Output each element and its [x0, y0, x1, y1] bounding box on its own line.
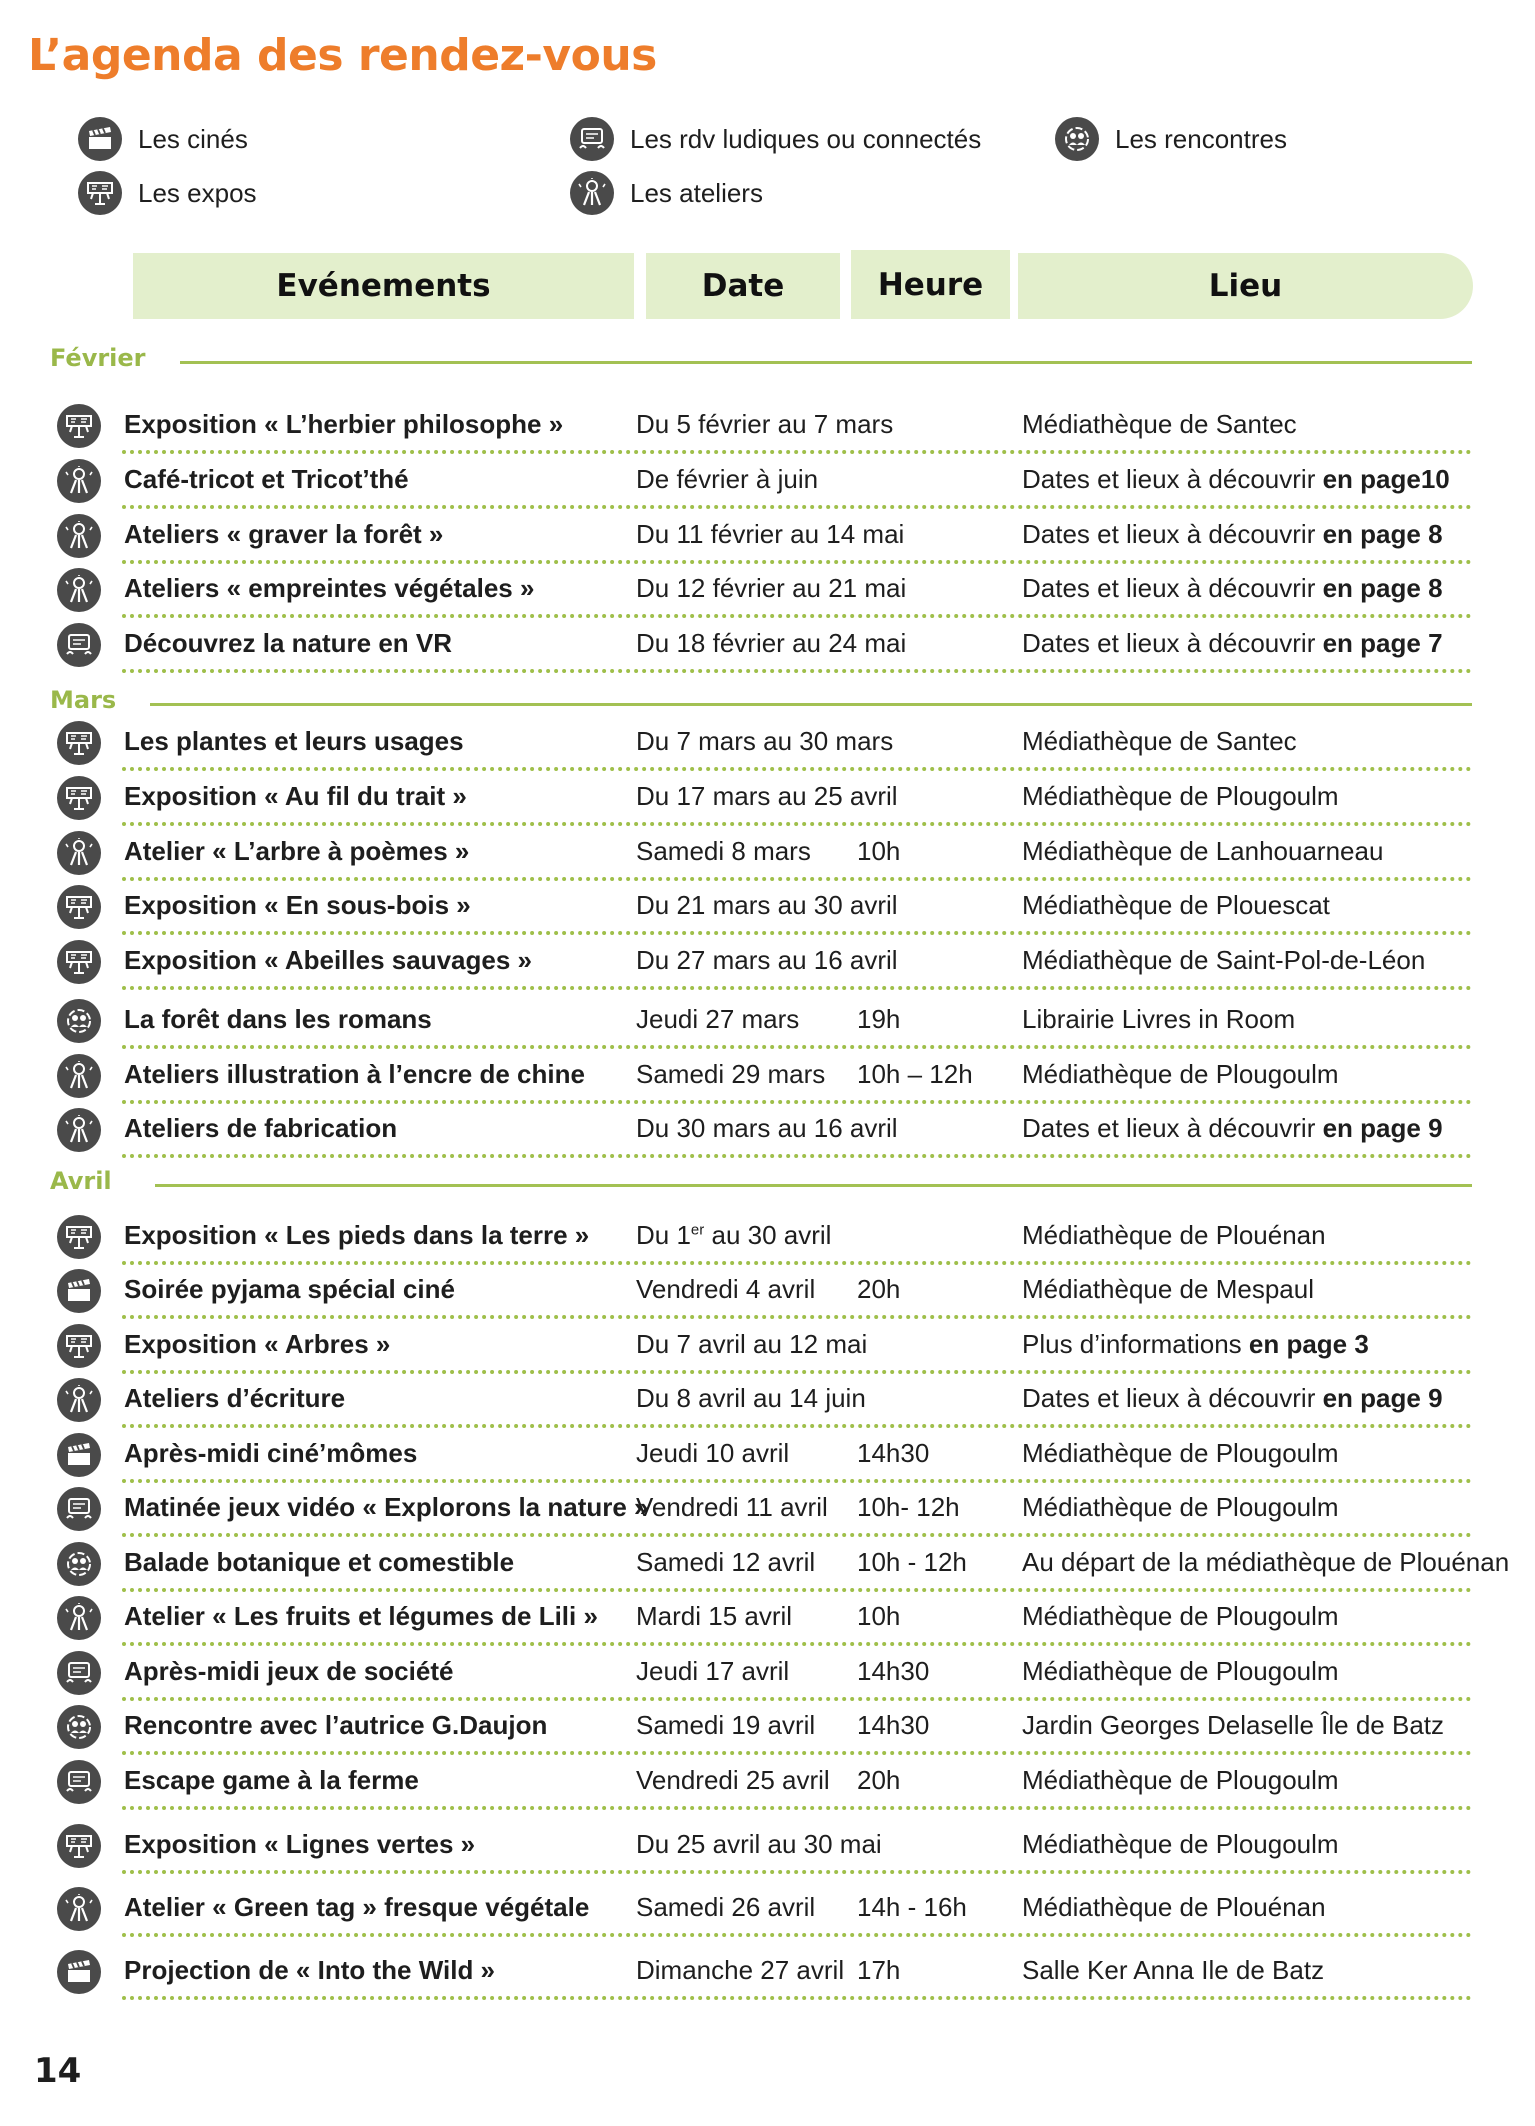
event-place — [1022, 781, 1339, 812]
game-screen-icon — [57, 1760, 101, 1804]
event-row — [0, 1538, 1535, 1592]
event-time: 20h — [857, 1274, 901, 1304]
event-date: Du 8 avril au 14 juin — [636, 1383, 866, 1413]
brushes-icon — [57, 459, 101, 503]
event-place — [1022, 1892, 1326, 1923]
month-label: Février — [50, 344, 146, 372]
event-place-text: Salle Ker Anna Ile de Batz — [1022, 1955, 1325, 1985]
event-place-text: Plus d’informations — [1022, 1329, 1249, 1359]
event-time: 10h- 12h — [857, 1492, 960, 1522]
row-divider — [122, 450, 1472, 454]
event-place-text: Médiathèque de Plouescat — [1022, 890, 1330, 920]
event-date: Samedi 29 mars — [636, 1059, 826, 1089]
event-name: Exposition « Les pieds dans la terre » — [124, 1220, 590, 1250]
event-name: Escape game à la ferme — [124, 1765, 419, 1795]
page-title: L’agenda des rendez-vous — [28, 30, 657, 81]
event-row — [0, 1883, 1535, 1937]
event-name: Café-tricot et Tricot’thé — [124, 464, 409, 494]
event-name: Soirée pyjama spécial ciné — [124, 1274, 455, 1304]
event-place — [1022, 726, 1297, 757]
event-place — [1022, 836, 1383, 867]
event-date: Samedi 26 avril — [636, 1892, 816, 1922]
event-row — [0, 510, 1535, 564]
row-divider — [122, 505, 1472, 509]
row-divider — [122, 1996, 1472, 2000]
event-row — [0, 1050, 1535, 1104]
row-divider — [122, 1533, 1472, 1537]
event-row — [0, 1374, 1535, 1428]
legend-label: Les expos — [138, 177, 257, 208]
people-circle-icon — [57, 1705, 101, 1749]
game-screen-icon — [570, 117, 614, 161]
event-page-reference: en page 9 — [1322, 1113, 1443, 1143]
row-divider — [122, 1154, 1472, 1158]
event-name: Exposition « Arbres » — [124, 1329, 391, 1359]
event-name: Exposition « Au fil du trait » — [124, 781, 467, 811]
event-time: 20h — [857, 1765, 901, 1795]
event-place-text: Dates et lieux à découvrir — [1022, 464, 1323, 494]
row-divider — [122, 669, 1472, 673]
easel-icon — [78, 171, 122, 215]
month-divider — [155, 1184, 1472, 1187]
page-number: 14 — [34, 2051, 82, 2091]
event-date: Du 7 mars au 30 mars — [636, 726, 894, 756]
clapperboard-icon — [78, 117, 122, 161]
event-row — [0, 1265, 1535, 1319]
event-place-text: Dates et lieux à découvrir — [1022, 573, 1323, 603]
month-header — [0, 686, 1535, 718]
event-place — [1022, 1329, 1369, 1360]
event-time: 14h30 — [857, 1656, 930, 1686]
row-divider — [122, 1424, 1472, 1428]
event-name: Après-midi jeux de société — [124, 1656, 454, 1686]
event-name: Balade botanique et comestible — [124, 1547, 515, 1577]
row-divider — [122, 1751, 1472, 1755]
event-date: Samedi 8 mars — [636, 836, 811, 866]
header-place: Lieu — [1018, 253, 1473, 319]
brushes-icon — [57, 1378, 101, 1422]
event-time: 14h30 — [857, 1438, 930, 1468]
event-time: 14h - 16h — [857, 1892, 967, 1922]
game-screen-icon — [57, 623, 101, 667]
people-circle-icon — [1055, 117, 1099, 161]
event-row — [0, 1756, 1535, 1810]
event-place — [1022, 1220, 1326, 1251]
event-place-text: Librairie Livres in Room — [1022, 1004, 1296, 1034]
event-name: Projection de « Into the Wild » — [124, 1955, 496, 1985]
game-screen-icon — [57, 1651, 101, 1695]
event-name: Les plantes et leurs usages — [124, 726, 464, 756]
event-name: Atelier « L’arbre à poèmes » — [124, 836, 470, 866]
event-row — [0, 564, 1535, 618]
event-date: Du 11 février au 14 mai — [636, 519, 905, 549]
event-place-text: Dates et lieux à découvrir — [1022, 1113, 1323, 1143]
easel-icon — [57, 776, 101, 820]
easel-icon — [57, 1324, 101, 1368]
easel-icon — [57, 940, 101, 984]
event-row — [0, 1483, 1535, 1537]
event-date: Samedi 19 avril — [636, 1710, 816, 1740]
event-row — [0, 936, 1535, 990]
event-place — [1022, 890, 1330, 921]
event-date: Mardi 15 avril — [636, 1601, 793, 1631]
legend-item-rencontre — [1055, 116, 1287, 162]
event-row — [0, 827, 1535, 881]
brushes-icon — [57, 514, 101, 558]
event-date: Du 27 mars au 16 avril — [636, 945, 898, 975]
event-place — [1022, 1601, 1339, 1632]
month-header — [0, 344, 1535, 376]
event-place — [1022, 1274, 1314, 1305]
brushes-icon — [570, 171, 614, 215]
event-time: 10h – 12h — [857, 1059, 973, 1089]
month-label: Mars — [50, 686, 117, 714]
event-time: 14h30 — [857, 1710, 930, 1740]
event-row — [0, 400, 1535, 454]
event-place — [1022, 1059, 1339, 1090]
event-place-text: Jardin Georges Delaselle Île de Batz — [1022, 1710, 1445, 1740]
event-row — [0, 1104, 1535, 1158]
event-name: Après-midi ciné’mômes — [124, 1438, 418, 1468]
event-place-text: Médiathèque de Santec — [1022, 726, 1297, 756]
event-place-text: Médiathèque de Plougoulm — [1022, 1601, 1339, 1631]
event-place-text: Médiathèque de Plougoulm — [1022, 781, 1339, 811]
people-circle-icon — [57, 999, 101, 1043]
event-place — [1022, 519, 1443, 550]
people-circle-icon — [57, 1542, 101, 1586]
event-date: Vendredi 11 avril — [636, 1492, 828, 1522]
event-place-text: Médiathèque de Plougoulm — [1022, 1829, 1339, 1859]
header-time: Heure — [851, 250, 1010, 319]
event-row — [0, 717, 1535, 771]
event-place — [1022, 1656, 1339, 1687]
event-place — [1022, 1765, 1339, 1796]
brushes-icon — [57, 1108, 101, 1152]
event-place-text: Médiathèque de Saint-Pol-de-Léon — [1022, 945, 1426, 975]
event-place-text: Médiathèque de Plougoulm — [1022, 1492, 1339, 1522]
event-place — [1022, 1547, 1509, 1578]
event-place-text: Médiathèque de Plouénan — [1022, 1892, 1326, 1922]
event-date: Vendredi 25 avril — [636, 1765, 830, 1795]
event-place — [1022, 945, 1425, 976]
event-row — [0, 881, 1535, 935]
easel-icon — [57, 721, 101, 765]
event-name: Ateliers « empreintes végétales » — [124, 573, 535, 603]
event-name: Matinée jeux vidéo « Explorons la nature » — [124, 1492, 649, 1522]
event-place-text: Médiathèque de Plougoulm — [1022, 1438, 1339, 1468]
event-row — [0, 1320, 1535, 1374]
event-place-text: Dates et lieux à découvrir — [1022, 519, 1323, 549]
event-name: Atelier « Green tag » fresque végétale — [124, 1892, 590, 1922]
event-page-reference: en page10 — [1322, 464, 1450, 494]
event-place-text: Médiathèque de Santec — [1022, 409, 1297, 439]
event-time: 10h — [857, 1601, 901, 1631]
legend-item-atelier — [570, 170, 763, 216]
event-place — [1022, 628, 1443, 659]
event-date: Du 1er au 30 avril — [636, 1220, 832, 1250]
event-time: 19h — [857, 1004, 901, 1034]
event-page-reference: en page 7 — [1322, 628, 1443, 658]
event-place — [1022, 464, 1450, 495]
event-page-reference: en page 8 — [1322, 519, 1443, 549]
clapperboard-icon — [57, 1269, 101, 1313]
event-date: Jeudi 10 avril — [636, 1438, 790, 1468]
event-place-text: Au départ de la médiathèque de Plouénan — [1022, 1547, 1510, 1577]
event-page-reference: en page 8 — [1322, 573, 1443, 603]
event-place-text: Médiathèque de Plougoulm — [1022, 1656, 1339, 1686]
event-name: Exposition « L’herbier philosophe » — [124, 409, 564, 439]
clapperboard-icon — [57, 1950, 101, 1994]
event-place — [1022, 1383, 1443, 1414]
event-name: Ateliers illustration à l’encre de chine — [124, 1059, 585, 1089]
event-place — [1022, 573, 1443, 604]
event-date: Du 7 avril au 12 mai — [636, 1329, 868, 1359]
header-events: Evénements — [133, 253, 634, 319]
event-date: Du 5 février au 7 mars — [636, 409, 894, 439]
header-date: Date — [646, 253, 840, 319]
event-row — [0, 1429, 1535, 1483]
event-date: Jeudi 17 avril — [636, 1656, 790, 1686]
event-row — [0, 619, 1535, 673]
event-name: Exposition « Lignes vertes » — [124, 1829, 476, 1859]
event-date: Du 18 février au 24 mai — [636, 628, 907, 658]
month-divider — [180, 361, 1472, 364]
month-header — [0, 1167, 1535, 1199]
event-place-text: Médiathèque de Lanhouarneau — [1022, 836, 1384, 866]
brushes-icon — [57, 831, 101, 875]
row-divider — [122, 931, 1472, 935]
event-date: Samedi 12 avril — [636, 1547, 816, 1577]
event-name: La forêt dans les romans — [124, 1004, 432, 1034]
event-name: Ateliers de fabrication — [124, 1113, 398, 1143]
event-place-text: Médiathèque de Plouénan — [1022, 1220, 1326, 1250]
event-page-reference: en page 9 — [1322, 1383, 1443, 1413]
event-date: Du 21 mars au 30 avril — [636, 890, 898, 920]
event-row — [0, 1820, 1535, 1874]
event-place — [1022, 1004, 1295, 1035]
event-date: Jeudi 27 mars — [636, 1004, 800, 1034]
brushes-icon — [57, 1596, 101, 1640]
game-screen-icon — [57, 1487, 101, 1531]
event-name: Atelier « Les fruits et légumes de Lili » — [124, 1601, 598, 1631]
event-place-text: Dates et lieux à découvrir — [1022, 1383, 1323, 1413]
event-name: Ateliers « graver la forêt » — [124, 519, 444, 549]
event-place-text: Médiathèque de Plougoulm — [1022, 1765, 1339, 1795]
event-time: 17h — [857, 1955, 901, 1985]
legend-label: Les rdv ludiques ou connectés — [630, 123, 982, 154]
event-place — [1022, 1955, 1324, 1986]
row-divider — [122, 1045, 1472, 1049]
month-divider — [150, 703, 1472, 706]
brushes-icon — [57, 1887, 101, 1931]
event-name: Ateliers d’écriture — [124, 1383, 346, 1413]
event-row — [0, 772, 1535, 826]
event-page-reference: en page 3 — [1248, 1329, 1369, 1359]
clapperboard-icon — [57, 1433, 101, 1477]
event-date: Du 12 février au 21 mai — [636, 573, 907, 603]
event-place — [1022, 1710, 1444, 1741]
brushes-icon — [57, 568, 101, 612]
event-date: Du 25 avril au 30 mai — [636, 1829, 882, 1859]
event-row — [0, 995, 1535, 1049]
event-name: Rencontre avec l’autrice G.Daujon — [124, 1710, 548, 1740]
easel-icon — [57, 885, 101, 929]
legend-item-expo — [78, 170, 257, 216]
event-row — [0, 1946, 1535, 2000]
event-place-text: Médiathèque de Mespaul — [1022, 1274, 1314, 1304]
event-place — [1022, 1113, 1443, 1144]
easel-icon — [57, 1215, 101, 1259]
row-divider — [122, 1806, 1472, 1810]
event-place — [1022, 1829, 1339, 1860]
event-place — [1022, 409, 1297, 440]
event-place-text: Dates et lieux à découvrir — [1022, 628, 1323, 658]
row-divider — [122, 614, 1472, 618]
event-row — [0, 455, 1535, 509]
event-date: Du 30 mars au 16 avril — [636, 1113, 898, 1143]
event-place — [1022, 1492, 1339, 1523]
legend-label: Les ateliers — [630, 177, 763, 208]
row-divider — [122, 767, 1472, 771]
event-name: Exposition « Abeilles sauvages » — [124, 945, 532, 975]
event-row — [0, 1701, 1535, 1755]
event-date: Du 17 mars au 25 avril — [636, 781, 898, 811]
event-place-text: Médiathèque de Plougoulm — [1022, 1059, 1339, 1089]
event-row — [0, 1592, 1535, 1646]
event-date: Dimanche 27 avril — [636, 1955, 845, 1985]
event-row — [0, 1647, 1535, 1701]
row-divider — [122, 1315, 1472, 1319]
brushes-icon — [57, 1054, 101, 1098]
easel-icon — [57, 1824, 101, 1868]
event-name: Découvrez la nature en VR — [124, 628, 452, 658]
row-divider — [122, 1933, 1472, 1937]
event-date: De février à juin — [636, 464, 819, 494]
event-name: Exposition « En sous-bois » — [124, 890, 471, 920]
row-divider — [122, 1642, 1472, 1646]
legend-item-jeux — [570, 116, 981, 162]
event-time: 10h — [857, 836, 901, 866]
event-date: Vendredi 4 avril — [636, 1274, 816, 1304]
row-divider — [122, 986, 1472, 990]
event-time: 10h - 12h — [857, 1547, 967, 1577]
row-divider — [122, 1870, 1472, 1874]
month-label: Avril — [50, 1167, 112, 1195]
easel-icon — [57, 404, 101, 448]
event-row — [0, 1211, 1535, 1265]
row-divider — [122, 822, 1472, 826]
legend-item-cine — [78, 116, 248, 162]
legend-label: Les cinés — [138, 123, 248, 154]
legend-label: Les rencontres — [1115, 123, 1287, 154]
event-place — [1022, 1438, 1339, 1469]
